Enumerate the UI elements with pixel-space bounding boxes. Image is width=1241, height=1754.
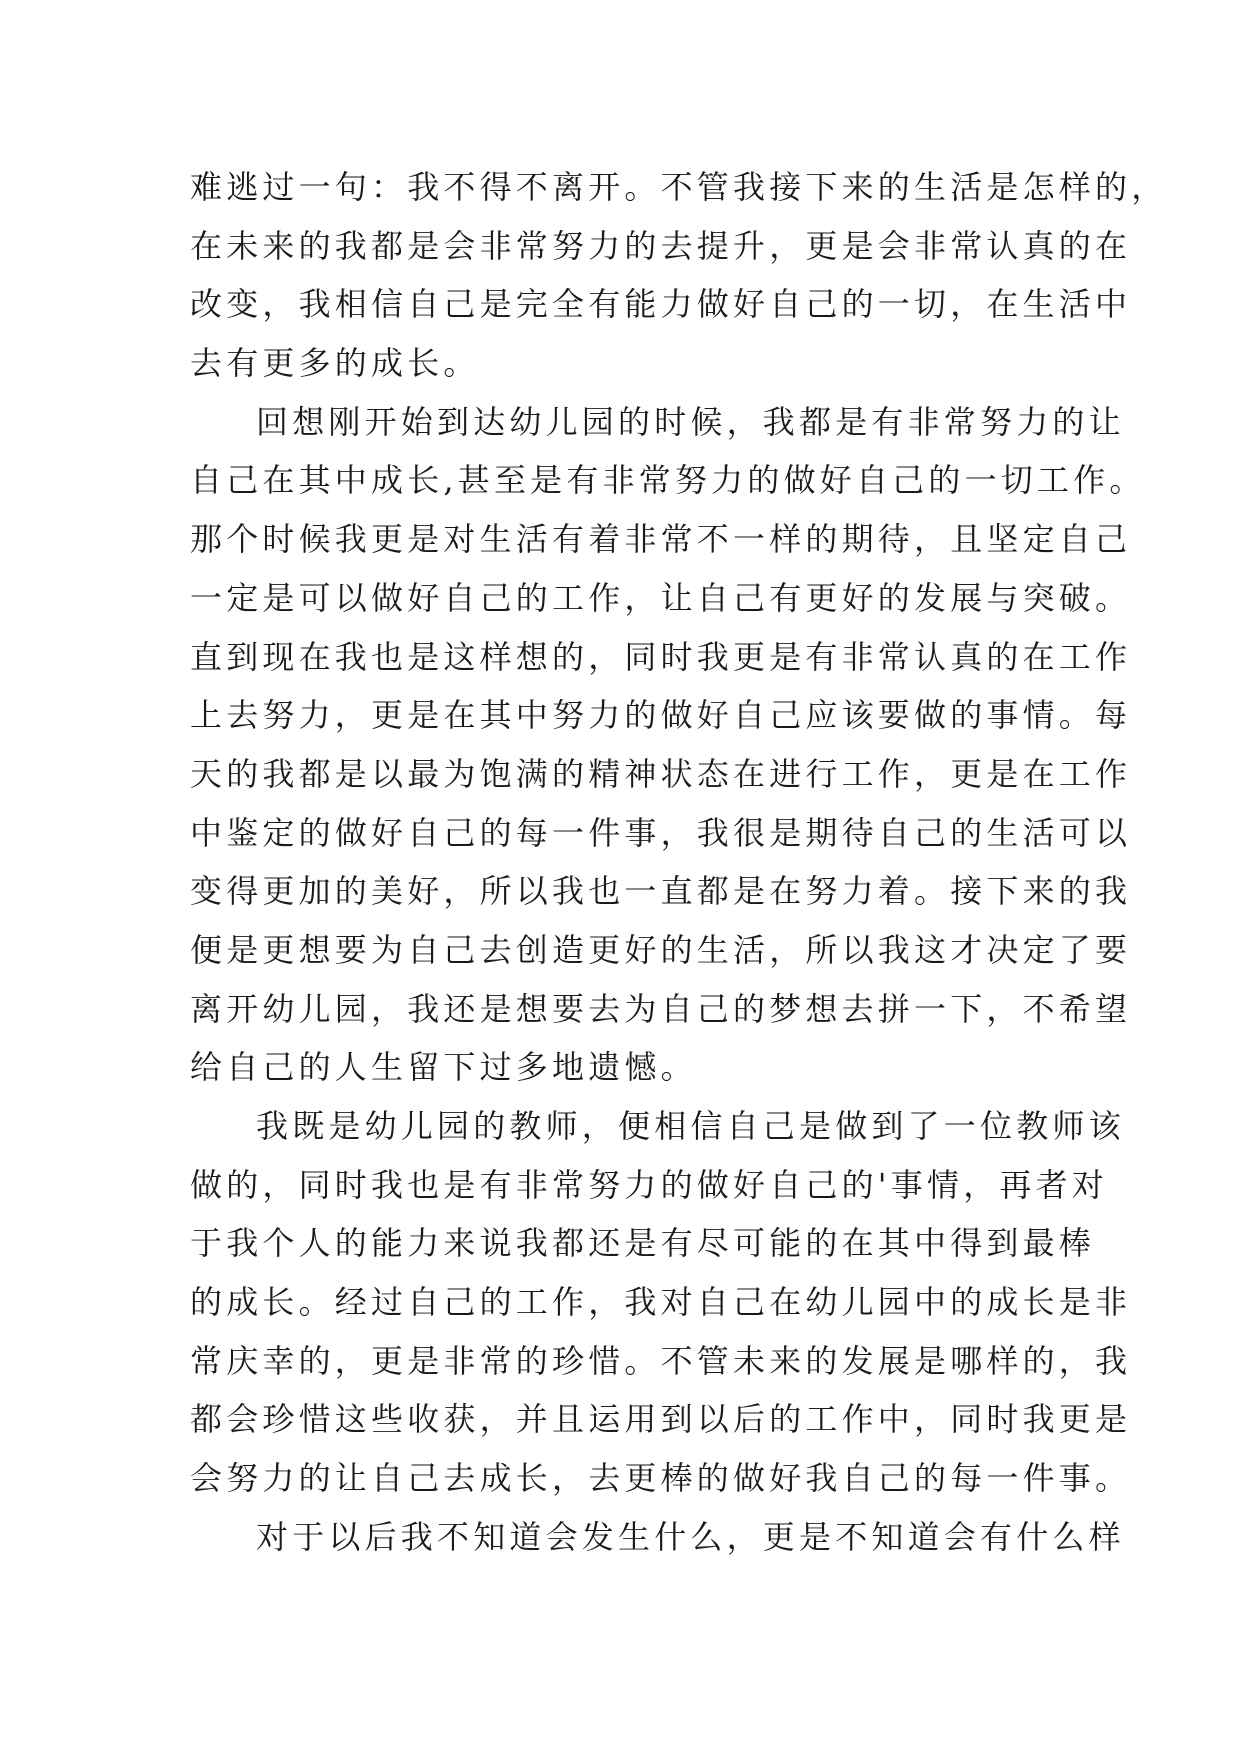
paragraph-first-line: 回想刚开始到达幼儿园的时候，我都是有非常努力的让 xyxy=(256,402,1125,441)
text-line: 常庆幸的，更是非常的珍惜。不管未来的发展是哪样的，我 xyxy=(190,1341,1132,1380)
paragraph-first-line: 对于以后我不知道会发生什么，更是不知道会有什么样 xyxy=(256,1517,1125,1556)
text-line: 自己在其中成长,甚至是有非常努力的做好自己的一切工作。 xyxy=(190,461,1146,500)
text-line: 中鉴定的做好自己的每一件事，我很是期待自己的生活可以 xyxy=(190,813,1132,852)
text-line: 上去努力，更是在其中努力的做好自己应该要做的事情。每 xyxy=(190,696,1132,735)
text-line: 在未来的我都是会非常努力的去提升，更是会非常认真的在 xyxy=(190,226,1132,265)
text-line: 于我个人的能力来说我都还是有尽可能的在其中得到最棒 xyxy=(190,1224,1096,1263)
text-line: 难逃过一句：我不得不离开。不管我接下来的生活是怎样的， xyxy=(190,168,1168,206)
text-line: 做的，同时我也是有非常努力的做好自己的'事情，再者对 xyxy=(190,1165,1108,1204)
text-line: 那个时候我更是对生活有着非常不一样的期待，且坚定自己 xyxy=(190,520,1132,559)
text-line: 的成长。经过自己的工作，我对自己在幼儿园中的成长是非 xyxy=(190,1283,1132,1322)
text-line: 会努力的让自己去成长，去更棒的做好我自己的每一件事。 xyxy=(190,1459,1132,1498)
text-line: 直到现在我也是这样想的，同时我更是有非常认真的在工作 xyxy=(190,637,1132,676)
text-line: 便是更想要为自己去创造更好的生活，所以我这才决定了要 xyxy=(190,930,1132,969)
text-line: 去有更多的成长。 xyxy=(190,344,480,383)
text-line: 给自己的人生留下过多地遗憾。 xyxy=(190,1048,697,1087)
text-line: 离开幼儿园，我还是想要去为自己的梦想去拼一下，不希望 xyxy=(190,989,1132,1028)
text-line: 一定是可以做好自己的工作，让自己有更好的发展与突破。 xyxy=(190,578,1132,617)
paragraph-first-line: 我既是幼儿园的教师，便相信自己是做到了一位教师该 xyxy=(256,1107,1125,1145)
document-body xyxy=(190,158,1168,1567)
text-line: 都会珍惜这些收获，并且运用到以后的工作中，同时我更是 xyxy=(190,1400,1132,1439)
text-line: 改变，我相信自己是完全有能力做好自己的一切，在生活中 xyxy=(190,285,1132,324)
text-line: 变得更加的美好，所以我也一直都是在努力着。接下来的我 xyxy=(190,872,1132,911)
text-line: 天的我都是以最为饱满的精神状态在进行工作，更是在工作 xyxy=(190,754,1132,793)
